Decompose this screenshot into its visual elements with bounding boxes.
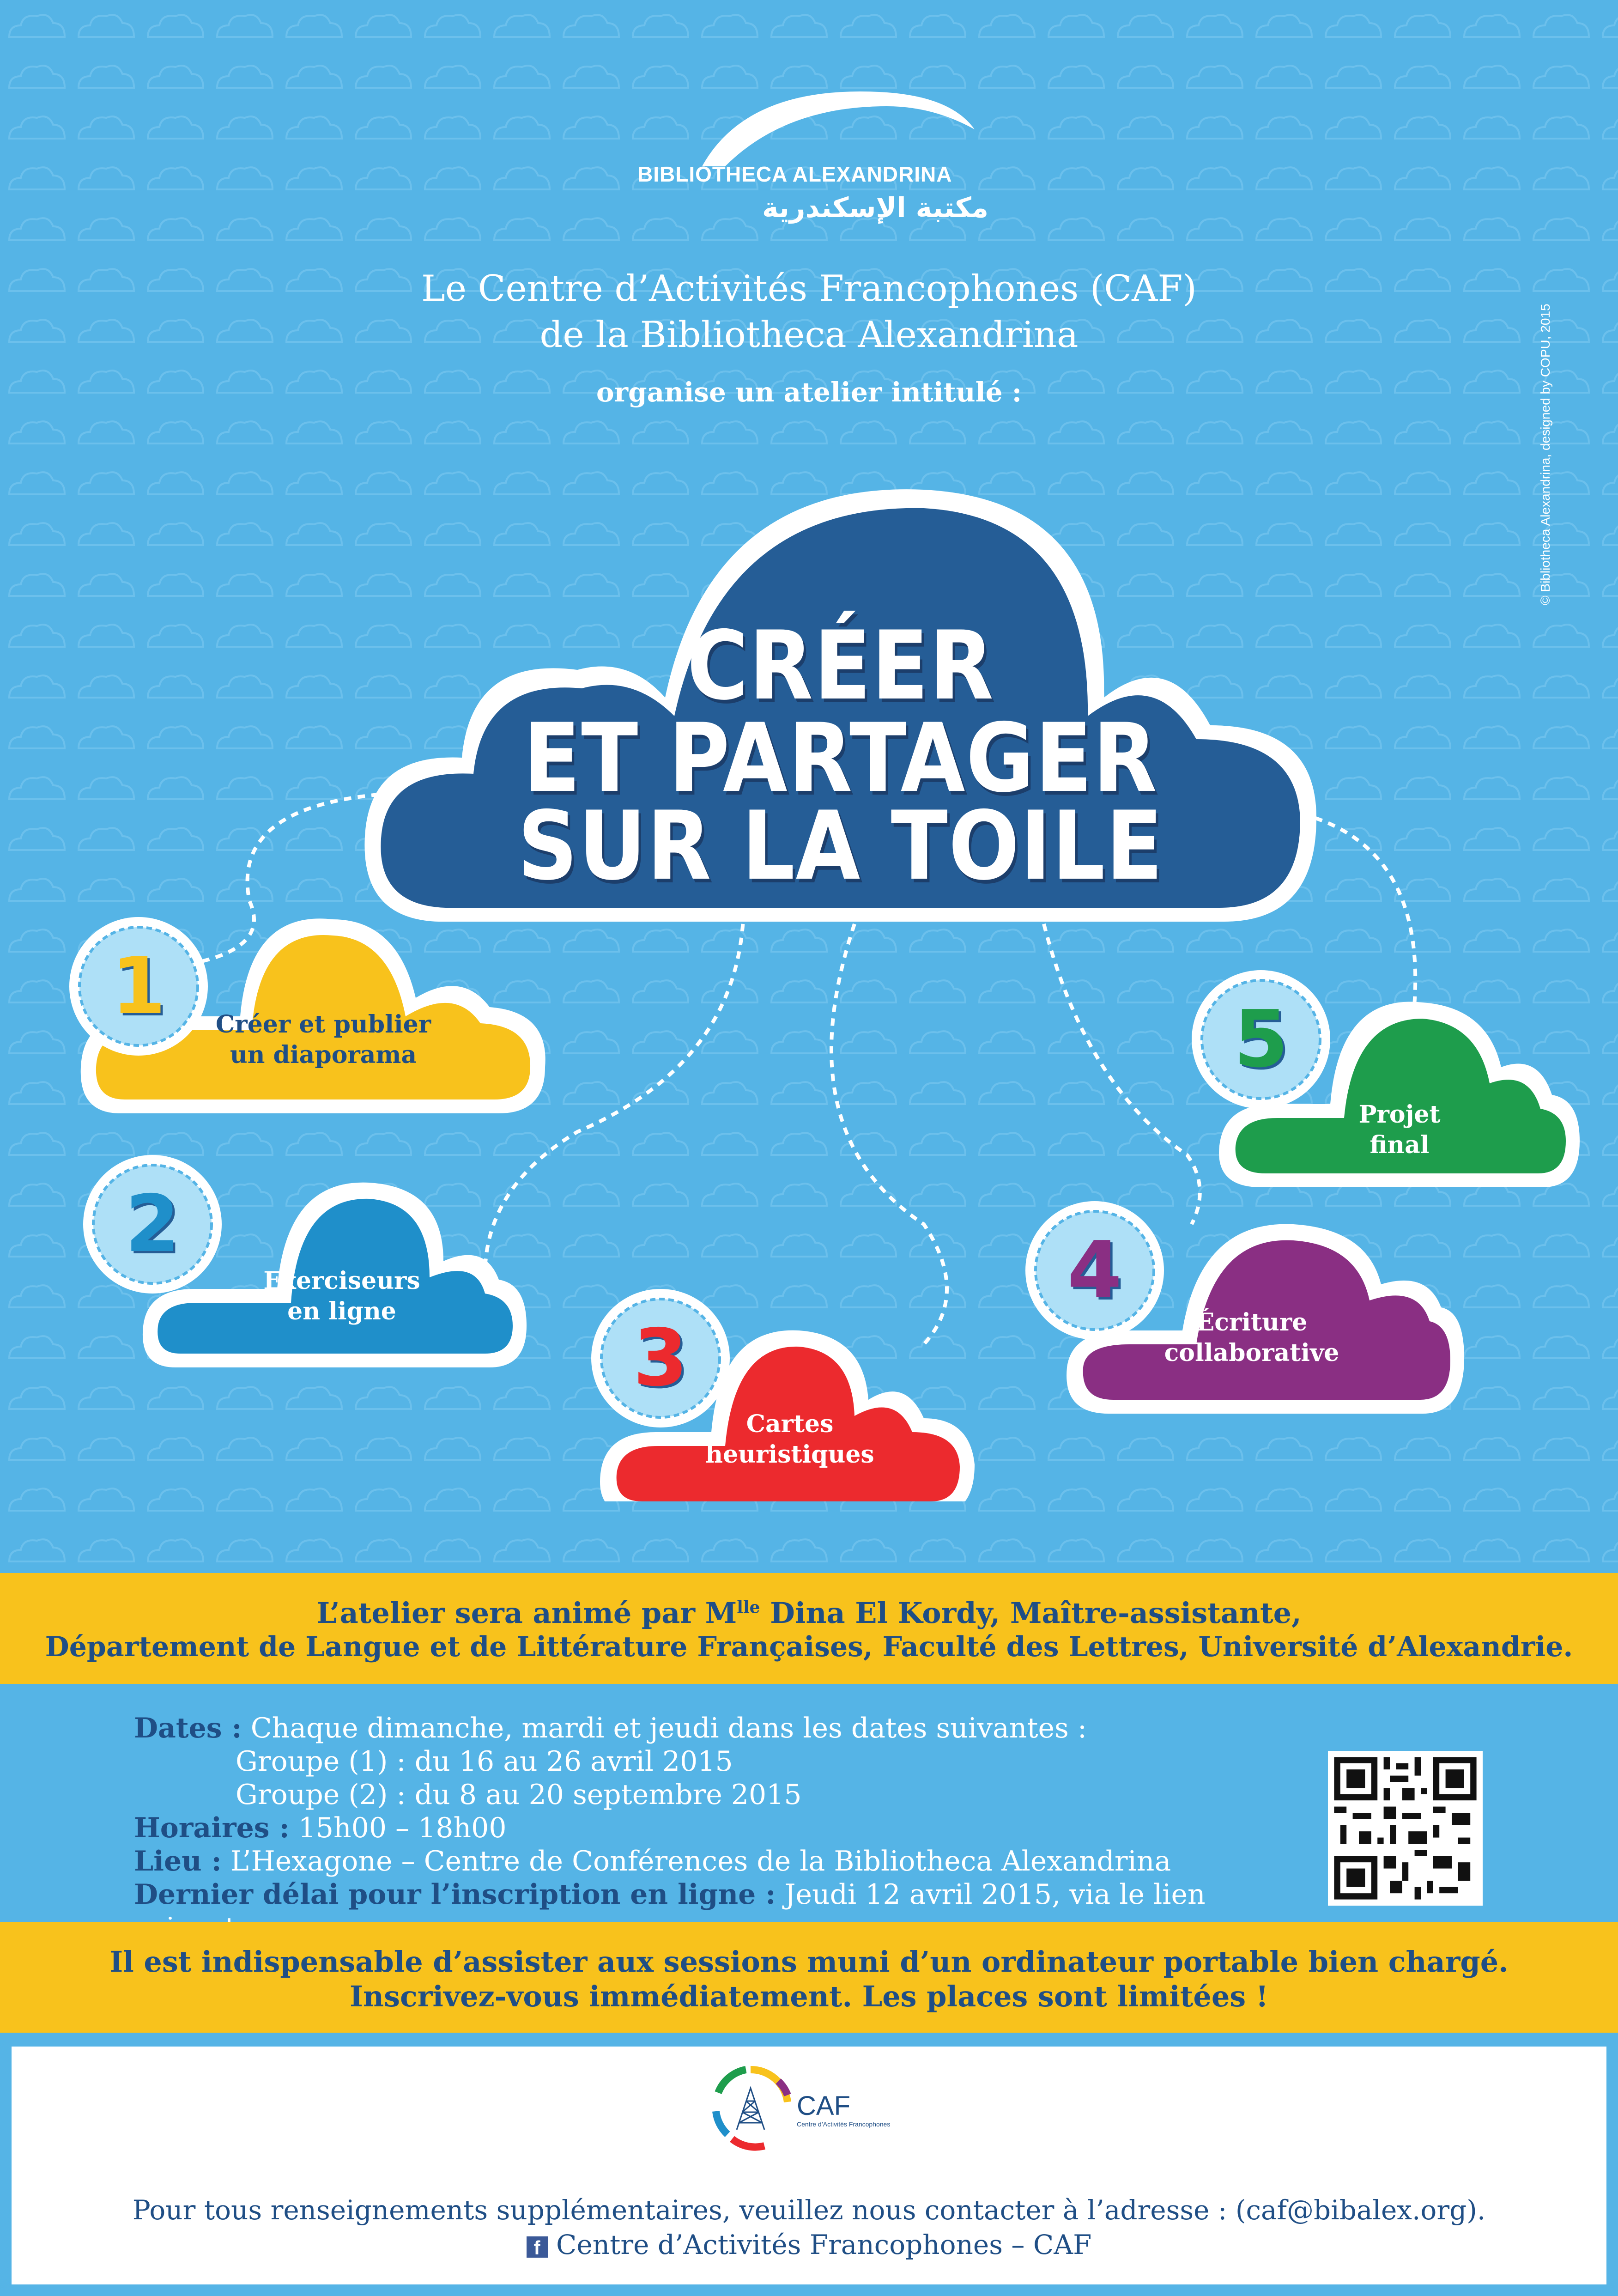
group-2-row: Groupe (2) : du 8 au 20 septembre 2015 bbox=[236, 1779, 802, 1811]
place-row bbox=[134, 1845, 1312, 1878]
step-2-number: 2 bbox=[125, 1178, 180, 1270]
caf-logo-subtitle: Centre d’Activités Francophones bbox=[797, 2120, 891, 2128]
place-value: L’Hexagone – Centre de Conférences de la Bibliotheca Alexandrina bbox=[230, 1845, 1171, 1877]
logo-name: BIBLIOTHECA ALEXANDRINA bbox=[637, 162, 952, 186]
dates-label: Dates : bbox=[134, 1712, 242, 1744]
qr-code-icon bbox=[1328, 1751, 1483, 1906]
step-2-label-line-1: Exerciseurs bbox=[263, 1267, 420, 1295]
bibliotheca-logo-arc bbox=[693, 79, 979, 171]
step-2-label-line-2: en ligne bbox=[287, 1297, 396, 1325]
deadline-label: Dernier délai pour l’inscription en ligne : bbox=[134, 1878, 776, 1911]
group-1-row: Groupe (1) : du 16 au 26 avril 2015 bbox=[236, 1745, 733, 1778]
title-line-2: ET PARTAGER bbox=[523, 704, 1158, 814]
step-4-number: 4 bbox=[1067, 1225, 1122, 1316]
step-2-label bbox=[231, 1266, 453, 1327]
facebook-icon: f bbox=[527, 2236, 548, 2258]
logo-arabic: مكتبة الإسكندرية bbox=[762, 192, 988, 224]
step-5-label-line-2: final bbox=[1370, 1131, 1430, 1159]
deadline-value: Jeudi 12 avril 2015, via le lien bbox=[784, 1878, 1206, 1911]
facilitator-line-1-sup: lle bbox=[737, 1597, 760, 1617]
step-3-label-line-1: Cartes bbox=[746, 1410, 834, 1438]
intro-line-3: organise un atelier intitulé : bbox=[596, 377, 1022, 408]
notice-line-1: Il est indispensable d’assister aux sessions muni d’un ordinateur portable bien chargé. bbox=[109, 1945, 1509, 1979]
place-label: Lieu : bbox=[134, 1845, 222, 1877]
dates-value: Chaque dimanche, mardi et jeudi dans les dates suivantes : bbox=[250, 1712, 1087, 1744]
hours-row bbox=[134, 1811, 1312, 1845]
step-1-label-line-1: Créer et publier bbox=[215, 1010, 431, 1039]
step-1-number: 1 bbox=[111, 941, 166, 1032]
hours-label: Horaires : bbox=[134, 1812, 290, 1844]
facilitator-line-1-post: Dina El Kordy, Maître-assistante, bbox=[760, 1596, 1302, 1630]
registration-qr-code[interactable] bbox=[1328, 1751, 1483, 1906]
facilitator-line-1-pre: L’atelier sera animé par M bbox=[316, 1596, 737, 1630]
step-3-label-line-2: heuristiques bbox=[705, 1440, 874, 1469]
title-line-1: CRÉER bbox=[687, 611, 994, 721]
step-4-label-line-2: collaborative bbox=[1164, 1339, 1339, 1367]
hours-value: 15h00 – 18h00 bbox=[298, 1812, 507, 1844]
step-5-label-line-1: Projet bbox=[1358, 1100, 1441, 1129]
facebook-row[interactable] bbox=[12, 2229, 1606, 2260]
facilitator-line-2: Département de Langue et de Littérature Françaises, Faculté des Lettres, Université d’Alexandrie. bbox=[45, 1631, 1573, 1663]
intro-line-2: de la Bibliotheca Alexandrina bbox=[539, 314, 1079, 356]
step-3-number: 3 bbox=[633, 1312, 688, 1404]
step-1-label-line-2: un diaporama bbox=[230, 1041, 417, 1069]
step-3-label bbox=[684, 1409, 896, 1470]
facebook-page-link[interactable]: Centre d’Activités Francophones – CAF bbox=[556, 2229, 1092, 2260]
title-line-3: SUR LA TOILE bbox=[517, 791, 1164, 901]
facilitator-line-1 bbox=[0, 1596, 1618, 1630]
copyright-vertical: © Bibliotheca Alexandrina, designed by COPU, 2015 bbox=[1538, 304, 1552, 605]
caf-logo-icon bbox=[709, 2060, 792, 2153]
step-4-label-line-1: Écriture bbox=[1196, 1308, 1308, 1336]
step-5-number: 5 bbox=[1233, 994, 1289, 1085]
info-block bbox=[134, 1712, 1312, 1944]
step-4-label bbox=[1145, 1307, 1358, 1368]
step-1-label bbox=[185, 1009, 462, 1070]
dates-row bbox=[134, 1712, 1312, 1745]
intro-line-1: Le Centre d’Activités Francophones (CAF) bbox=[421, 268, 1197, 310]
step-5-label bbox=[1330, 1099, 1469, 1160]
contact-text: Pour tous renseignements supplémentaires, veuillez nous contacter à l’adresse : (caf@bibalex.org). bbox=[132, 2194, 1486, 2226]
caf-logo-text: CAF bbox=[797, 2091, 850, 2121]
clouds-illustration bbox=[0, 439, 1618, 1501]
footer-panel bbox=[12, 2047, 1606, 2284]
notice-line-2: Inscrivez-vous immédiatement. Les places sont limitées ! bbox=[350, 1980, 1268, 2013]
